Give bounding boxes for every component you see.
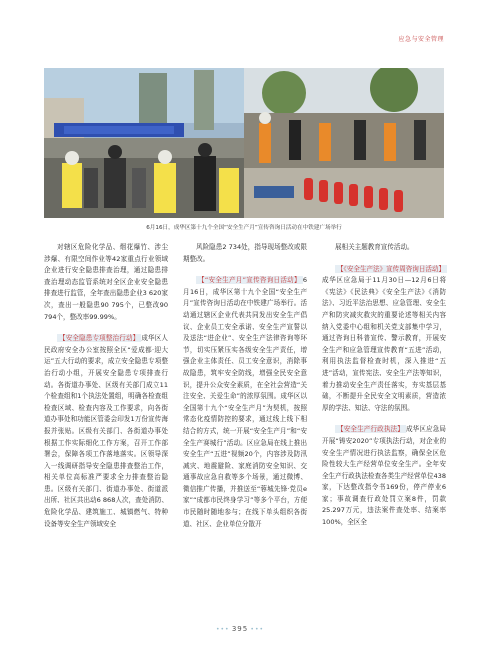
paragraph: 对辖区危险化学品、烟花爆竹、涉尘涉爆、有限空间作业等42家重点行业领域企业进行安全隐患排查治理，通过隐患排查治理动态监管系统对全区企业安全隐患排查进行监管，全年查出隐患企业3 620家次，查出一般隐患90 795个，已整改90 794个，整改率99.99%。 [44,243,168,321]
text-column-1 [44,242,168,530]
page-number: 395 [231,625,249,633]
paragraph: 【《安全生产法》宣传周咨询日活动】成华区应急局于11月30日—12月6日将《宪法》《民法典》《安全生产法》《消防法》、习近平法治思想、应急管理、安全生产和防灾减灾救灾的重要论述等相关内容纳入党委中心组和机关党支部集中学习，通过咨询日科普宣传、警示教育，开展安全生产和应急管理宣传教育“五进”活动，利用执法监督检查时机，深入推进“五进”活动，宣传宪法、安全生产法等知识，着力推动安全生产责任落实，夯实基层基础，不断提升全民安全文明素质，营造浓厚的学法、知法、守法的氛围。 [322,264,446,412]
text-column-2 [183,242,307,530]
event-photo-speakers [44,68,244,218]
paragraph: 【“安全生产月”宣传咨询日活动】 6月16日，成华区第十九个全国“安全生产月”宣传咨询日活动在中铁建广场举行。活动通过辖区企业代表共同发出安全生产倡议、企业员工安全承诺、安全生产宣誓以及送法“进企业”、安全生产法律咨询等环节，切实压紧压实各级安全生产责任，增强企业主体责任、员工安全意识，消除事故隐患，筑牢安全防线，增强全民安全意识，提升公众安全素质，在全社会营造“关注安全、关爱生命”的浓厚氛围。成华区以全国第十九个“安全生产月”为契机，按照常态化疫情防控的要求，通过线上线下相结合的方式，统一开展“安全生产月”和“安全生产赛城行”活动。区应急局在线上推出安全生产“五进”视频20个，内容涉及防汛减灾、地震避险、家庭消防安全知识、交通事故应急自救等多个场景，通过微博、微信推广传播，并推送至“蓉城先锋·党员e家”“成都市民终身学习”等多个平台，方便市民随时随地参与；在线下单头组织各街道、社区、企业单位分散开 [183,276,307,528]
decorative-dots: ••• [215,626,230,633]
paragraph: 展相关主题教育宣传活动。 [335,243,414,251]
paragraph: 【安全隐患专项整治行动】 成华区人民政府安全办公室按照全区“爱成都·迎大运”五大行动的要求，成立安全隐患专项整治行动小组，开展安全隐患专项排查行动。各街道办事处、区级有关部门成立11个检查组和1个执法处置组，明确各检查组检查区域、检查内容及工作要求，向各街道办事处和功能区管委会印发1万份宣传海报并张贴。区级有关部门、各街道办事处根据工作实际细化工作方案，召开工作部署会，保障各项工作落地落实。区领导深入一线调研指导安全隐患排查整治工作，相关单位高标准严要求全力排查整治隐患。区级有关部门、街道办事处、街道派出所、社区共出动6 868人次，查处消防、危险化学品、建筑施工、城镇燃气、特种设备等安全生产领域安全 [44,334,168,528]
section-header: 应急与安全管理 [398,36,444,43]
section-heading: 【安全生产行政执法】 [337,425,404,434]
paragraph: 风险隐患2 734处，指导现场整改或限期整改。 [183,243,307,263]
event-photo-equipment [244,68,444,218]
paragraph: 【安全生产行政执法】 成华区应急局开展“铸安2020”专项执法行动，对企业的安全生产情况进行执法监察，确保全区危险性较大生产经营单位安全生产。全年安全生产行政执法检查各类生产经营单位438家，下达整改指令书169份，停产停业6家；事故调查行政处罚立案8件，罚款25.297万元，违法案件查处率、结案率100%，全区全 [322,425,446,527]
section-heading: 【“安全生产月”宣传咨询日活动】 [198,276,301,285]
photo-caption: 6月16日，成华区第十九个全国“安全生产月”宣传咨询日活动在中铁建广场举行 [146,225,342,231]
section-heading: 【安全隐患专项整治行动】 [59,334,140,343]
decorative-dots: ••• [250,626,265,633]
page-footer [0,625,480,633]
text-column-3 [322,242,446,529]
section-heading: 【《安全生产法》宣传周咨询日活动】 [337,264,446,273]
